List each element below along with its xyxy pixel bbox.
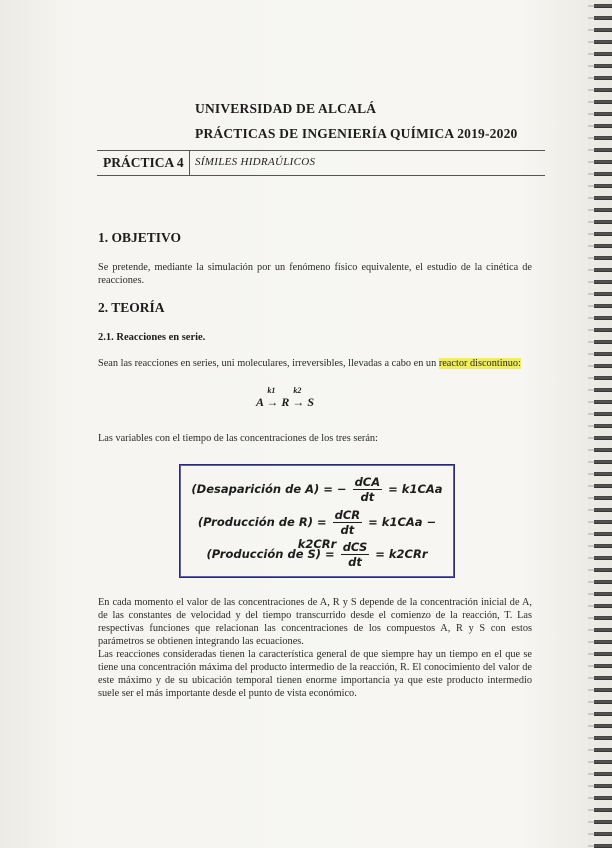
spiral-binding (594, 0, 612, 848)
species-a: A (256, 395, 264, 409)
eq1-numerator: dCA (354, 475, 381, 489)
practica-divider (189, 151, 190, 175)
species-s: S (307, 395, 315, 409)
concentration-paragraph: En cada momento el valor de las concentraciones de A, R y S depende de la concentración inicial de A, de las constantes de velocidad y del tiempo transcurrido desde el comienzo de la reacción, T. Las respectivas funciones que relacionan las concentraciones de los compuestos A, R y S con estos parámetros se obtienen integrando las ecuaciones. (98, 597, 532, 647)
rate-k2: k2 (293, 386, 302, 395)
eq1-fraction (353, 475, 383, 504)
eq2-fraction (333, 508, 363, 537)
course-title: PRÁCTICAS DE INGENIERÍA QUÍMICA 2019-2020 (195, 126, 518, 141)
eq1-rhs: = k1CAa (388, 482, 443, 496)
eq1-denominator: dt (360, 490, 375, 504)
eq3-numerator: dCS (342, 540, 368, 554)
arrow-k1: k1 → (266, 386, 279, 409)
objetivo-paragraph: Se pretende, mediante la simulación por un fenómeno físico equivalente, el estudio de la cinética de reacciones. (98, 262, 532, 286)
teoria-heading: 2. TEORÍA (98, 300, 165, 315)
practica-title: SÍMILES HIDRAÚLICOS (195, 156, 316, 168)
practica-number: PRÁCTICA 4 (103, 155, 184, 170)
maximum-paragraph: Las reacciones consideradas tienen la característica general de que siempre hay un tiempo en el que se tiene una concentración máxima del producto intermedio de la reacción, R. El conocimiento del valor de este máximo y de su ubicación temporal tienen enorme importancia ya que este producto intermedio suele ser el más importante desde el punto de vista económico. (98, 649, 532, 699)
practica-header-bar (97, 150, 545, 176)
arrow-k2: k2 → (292, 386, 305, 409)
objetivo-heading: 1. OBJETIVO (98, 230, 181, 245)
rate-k1: k1 (267, 386, 276, 395)
eq1-label: (Desaparición de A) = − (191, 482, 347, 496)
species-r: R (281, 395, 290, 409)
eq2-numerator: dCR (334, 508, 361, 522)
eq3-denominator: dt (348, 555, 362, 569)
equations-box (179, 464, 455, 578)
intro-paragraph (98, 357, 532, 370)
reacciones-serie-subheading: 2.1. Reacciones en serie. (98, 332, 206, 343)
reaction-scheme (256, 386, 315, 410)
intro-text: Sean las reacciones en series, uni moleculares, irreversibles, llevadas a cabo en un (98, 358, 439, 369)
eq3-fraction (341, 540, 370, 569)
eq2-denominator: dt (340, 523, 355, 537)
highlighted-text: reactor discontinuo: (438, 358, 521, 369)
eq2-rhs: = k1CAa − k2CRr (297, 515, 437, 551)
eq3-label: (Producción de S) = (206, 547, 335, 561)
equation-1 (180, 475, 454, 504)
university-title: UNIVERSIDAD DE ALCALÁ (195, 101, 377, 116)
eq2-label: (Producción de R) = (197, 515, 327, 529)
equation-3 (180, 540, 454, 569)
eq3-rhs: = k2CRr (375, 547, 428, 561)
variables-paragraph: Las variables con el tiempo de las concentraciones de los tres serán: (98, 433, 378, 444)
